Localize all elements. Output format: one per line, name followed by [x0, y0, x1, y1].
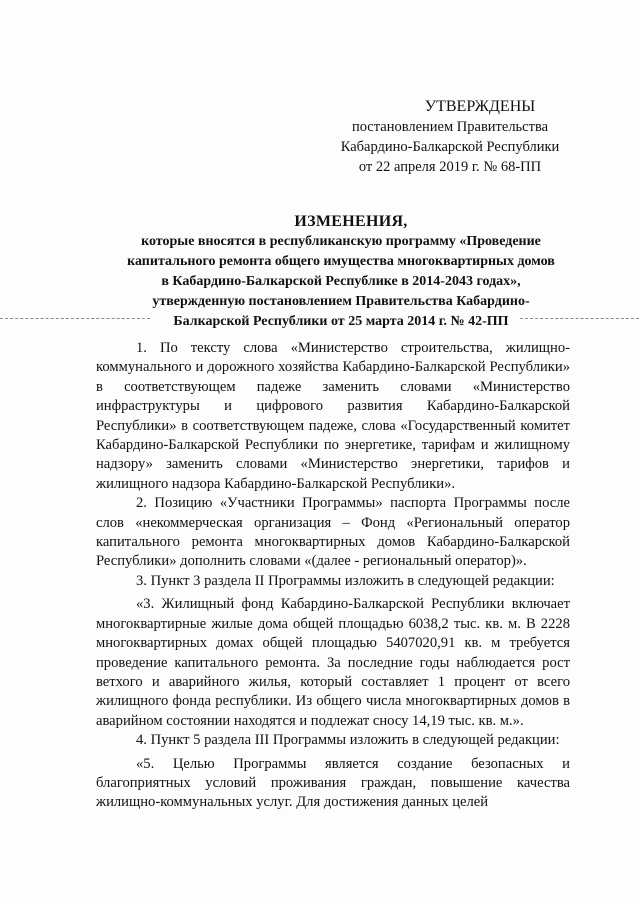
scan-dash-right: [520, 318, 639, 319]
paragraph-1: 1. По тексту слова «Министерство строительства, жилищно-коммунального и дорожного хозяйства Кабардино-Балкарской Республики» в соответствующем падеже заменить словами «Министерство инфраструктуры и цифрового развития Кабардино-Балкарской Республики» в соответствующем падеже, слова «Государственный комитет Кабардино-Балкарской Республики по энергетике, тарифам и жилищному надзору» заменить словами «Министерство энергетики, тарифов и жилищного надзора Кабардино-Балкарской Республики».: [96, 340, 570, 492]
approval-line-2: Кабардино-Балкарской Республики: [340, 139, 560, 155]
document-title: [96, 212, 586, 332]
title-line-5: Балкарской Республики от 25 марта 2014 г. № 42-ПП: [173, 314, 509, 329]
title-line-2: капитального ремонта общего имущества многоквартирных домов: [127, 254, 555, 269]
scan-dash-left: [0, 318, 150, 319]
paragraph-quote-5: «5. Целью Программы является создание безопасных и благоприятных условий проживания граждан, повышение качества жилищно-коммунальных услуг. Для достижения данных целей: [96, 755, 570, 811]
title-main: ИЗМЕНЕНИЯ,: [294, 213, 408, 230]
paragraph-3: 3. Пункт 3 раздела II Программы изложить в следующей редакции:: [136, 572, 555, 589]
paragraph-4: 4. Пункт 5 раздела III Программы изложить в следующей редакции:: [136, 732, 560, 749]
approval-block: [300, 97, 600, 177]
title-line-4: утвержденную постановлением Правительства Кабардино-: [152, 294, 530, 309]
approval-heading: УТВЕРЖДЕНЫ: [424, 98, 536, 115]
title-line-1: которые вносятся в республиканскую программу «Проведение: [141, 234, 541, 249]
paragraph-quote-3: «3. Жилищный фонд Кабардино-Балкарской Республики включает многоквартирные жилые дома общей площадью 6038,2 тыс. кв. м. В 2228 многоквартирных домах общей площадью 5407020,91 кв. м требуется проведение капитального ремонта. За последние годы наблюдается рост ветхого и аварийного жилья, который составляет 1 процент от всего жилищного фонда республики. Из общего числа многоквартирных домов в аварийном состоянии находятся и подлежат сносу 14,19 тыс. кв. м.».: [96, 596, 570, 729]
document-body: [96, 339, 570, 813]
paragraph-2: 2. Позицию «Участники Программы» паспорта Программы после слов «некоммерческая организация – Фонд «Региональный оператор капитального ремонта многоквартирных домов Кабардино-Балкарской Республики» дополнить словами «(далее - региональный оператор)».: [96, 495, 570, 570]
approval-line-3: от 22 апреля 2019 г. № 68-ПП: [358, 159, 542, 175]
title-line-3: в Кабардино-Балкарской Республике в 2014-2043 годах»,: [161, 274, 521, 289]
approval-line-1: постановлением Правительства: [351, 119, 549, 135]
